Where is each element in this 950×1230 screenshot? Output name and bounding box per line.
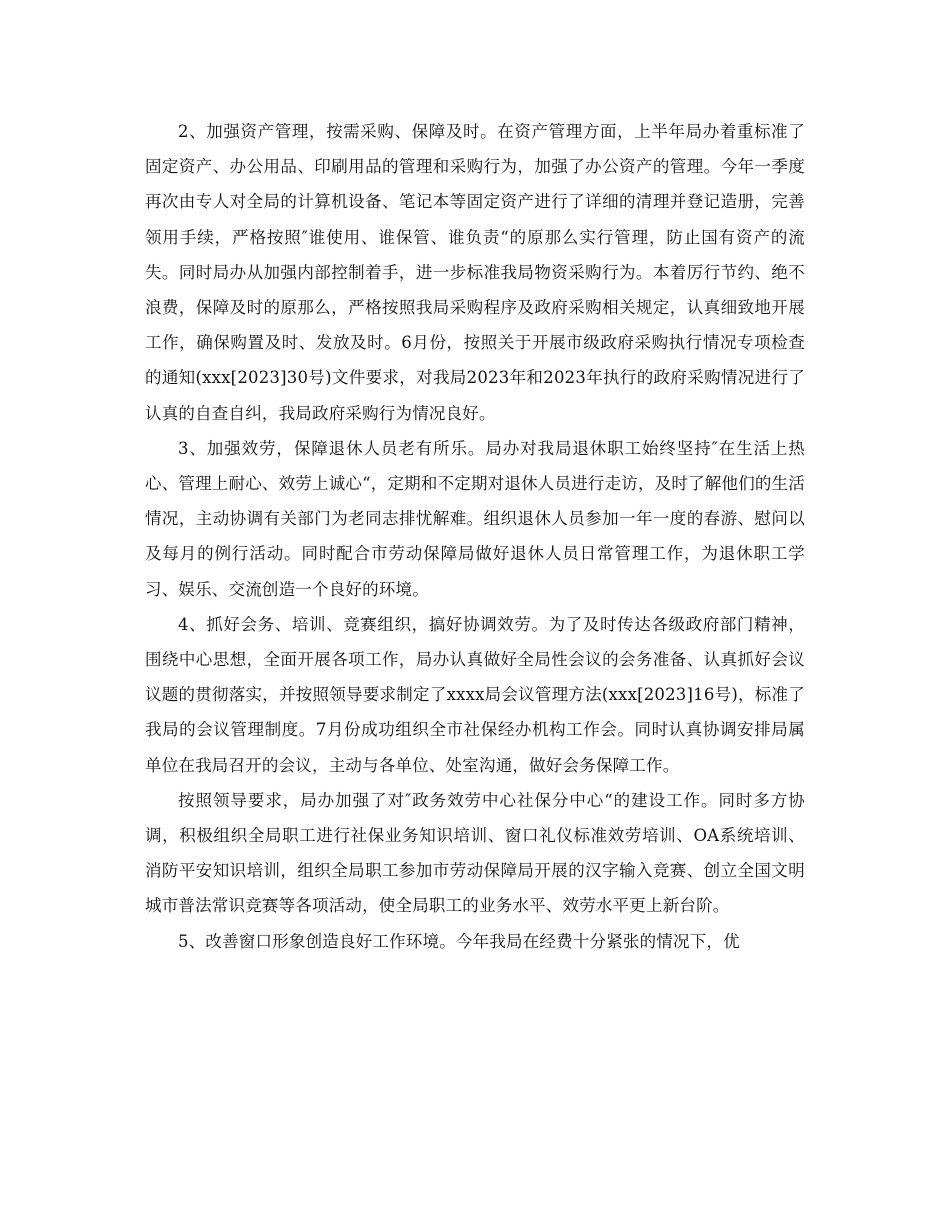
paragraph-meetings-training: 4、抓好会务、培训、竞赛组织，搞好协调效劳。为了及时传达各级政府部门精神，围绕中心思想，全面开展各项工作，局办认真做好全局性会议的会务准备、认真抓好会议议题的贯彻落实，并按照领导要求制定了xxxx局会议管理方法(xxx[2023]16号)，标准了我局的会议管理制度。7月份成功组织全市社保经办机构工作会。同时认真协调安排局属单位在我局召开的会议，主动与各单位、处室沟通，做好会务保障工作。 xyxy=(145,614,805,775)
paragraph-service-center: 按照领导要求，局办加强了对″政务效劳中心社保分中心“的建设工作。同时多方协调，积极组织全局职工进行社保业务知识培训、窗口礼仪标准效劳培训、OA系统培训、消防平安知识培训，组织全局职工参加市劳动保障局开展的汉字输入竞赛、创立全国文明城市普法常识竞赛等各项活动，使全局职工的业务水平、效劳水平更上新台阶。 xyxy=(145,790,805,916)
paragraph-window-image: 5、改善窗口形象创造良好工作环境。今年我局在经费十分紧张的情况下，优 xyxy=(178,931,740,951)
paragraph-asset-management: 2、加强资产管理，按需采购、保障及时。在资产管理方面，上半年局办着重标准了固定资产、办公用品、印刷用品的管理和采购行为，加强了办公资产的管理。今年一季度再次由专人对全局的计算机设备、笔记本等固定资产进行了详细的清理并登记造册，完善领用手续，严格按照″谁使用、谁保管、谁负责“的原那么实行管理，防止国有资产的流失。同时局办从加强内部控制着手，进一步标准我局物资采购行为。本着厉行节约、绝不浪费，保障及时的原那么，严格按照我局采购程序及政府采购相关规定，认真细致地开展工作，确保购置及时、发放及时。6月份，按照关于开展市级政府采购执行情况专项检查的通知(xxx[2023]30号)文件要求，对我局2023年和2023年执行的政府采购情况进行了认真的自查自纠，我局政府采购行为情况良好。 xyxy=(145,122,805,423)
paragraph-retiree-service: 3、加强效劳，保障退休人员老有所乐。局办对我局退休职工始终坚持″在生活上热心、管理上耐心、效劳上诚心“，定期和不定期对退休人员进行走访，及时了解他们的生活情况，主动协调有关部门为老同志排忧解难。组织退休人员参加一年一度的春游、慰问以及每月的例行活动。同时配合市劳动保障局做好退休人员日常管理工作，为退休职工学习、娱乐、交流创造一个良好的环境。 xyxy=(145,438,805,599)
document-body xyxy=(145,114,805,959)
